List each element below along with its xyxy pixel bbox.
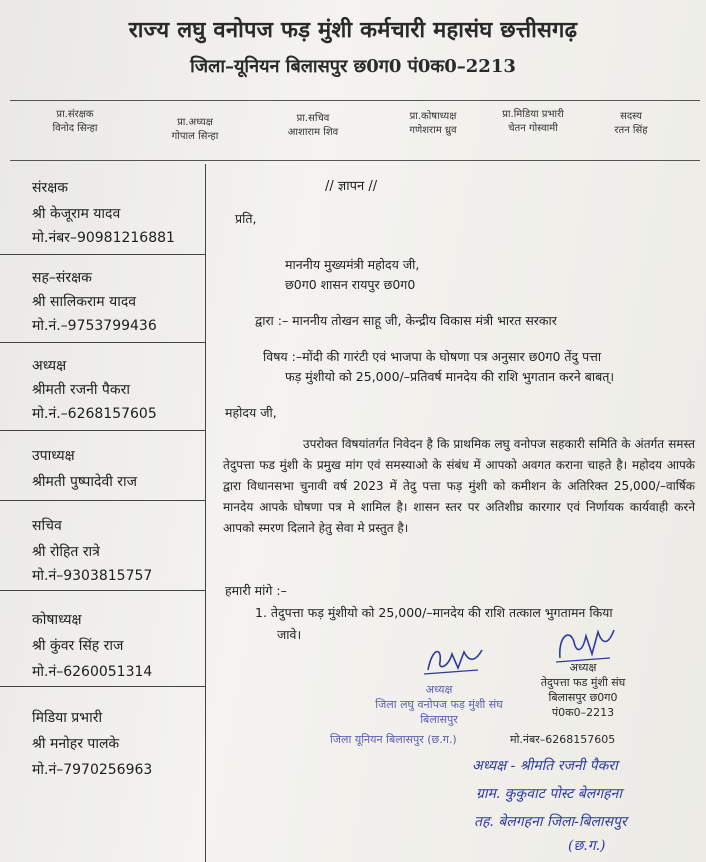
sidebar-block-treasurer: कोषाध्यक्ष श्री कुंवर सिंह राज मो.नं–6260051314 — [0, 590, 205, 687]
officer-6: सदस्य रतन सिंह — [614, 111, 648, 136]
right-title: अध्यक्ष — [569, 661, 597, 674]
handwritten-line-3: तह. बेलगहना जिला-बिलासपुर — [474, 814, 627, 830]
header-rule — [10, 100, 700, 101]
org-subtitle: जिला–यूनियन बिलासपुर छ0ग0 पं0क0–2213 — [190, 56, 516, 77]
officer-1: प्रा.संरक्षक विनोद सिन्हा — [52, 109, 98, 134]
sidebar-block-president: अध्यक्ष श्रीमती रजनी पैकरा मो.नं.–6268157605 — [0, 342, 205, 431]
founder-officers — [0, 108, 706, 158]
sidebar-block-vice-president: उपाध्यक्ष श्रीमती पुष्पादेवी राज — [0, 430, 205, 501]
left-signature-icon — [418, 640, 488, 680]
right-reg: पं0क0–2213 — [551, 706, 615, 719]
letterhead — [0, 14, 706, 78]
salutation: महोदय जी, — [225, 405, 277, 420]
left-stamp-title: अध्यक्ष — [425, 683, 453, 696]
right-city: बिलासपुर छ0ग0 — [548, 691, 618, 704]
body-paragraph: उपरोक्त विषयांतर्गत निवेदन है कि प्राथमिक लघु वनोपज सहकारी समिति के अंतर्गत समस्त तेदुपत्ता फड मुंशी के प्रमुख मांग एवं समस्याओ के संबंध में आपको अवगत कराना चाहते है। महोदय आपके द्वारा विधानसभा चुनावी वर्ष 2023 में तेदु पत्ता फड़ मुंशी को कमीशन के अतिरिक्त 25,000/–वार्षिक मानदेय आपके घोषणा पत्र मे शामिल है। शासन स्तर पर अतिशीघ्र कारगार एवं निर्णायक कार्यवाही करने आपको स्मरण दिलाने हेतु सेवा मे प्रस्तुत है। — [223, 437, 695, 535]
subject-line-1: विषय :–मोंदी की गारंटी एवं भाजपा के घोषणा पत्र अनुसार छ0ग0 तेंदु पत्ता — [263, 349, 602, 364]
memo-heading: // ज्ञापन // — [325, 179, 378, 194]
handwritten-line-4: (छ.ग.) — [568, 838, 606, 854]
officers-rule — [10, 160, 700, 161]
demands-heading: हमारी मांगे :– — [225, 583, 287, 598]
office-bearers-sidebar — [0, 164, 206, 862]
addressee-line-1: माननीय मुख्यमंत्री महोदय जी, — [285, 257, 420, 272]
right-sign-block — [498, 660, 668, 720]
left-union: जिला यूनियन बिलासपुर (छ.ग.) — [330, 733, 457, 746]
demand-1-cont: जावे। — [277, 627, 302, 642]
sidebar-block-secretary: सचिव श्री रोहित रात्रे मो.नं–9303815757 — [0, 500, 205, 591]
right-org: तेदुपत्ता फड मुंशी संघ — [540, 676, 626, 689]
officer-2: प्रा.अध्यक्ष गोपाल सिन्हा — [171, 117, 219, 142]
to-line: प्रति, — [235, 211, 257, 226]
org-title: राज्य लघु वनोपज फड़ मुंशी कर्मचारी महासंघ छत्तीसगढ़ — [128, 17, 578, 43]
via-line: द्वारा :– माननीय तोखन साहू जी, केन्द्रीय विकास मंत्री भारत सरकार — [255, 313, 557, 328]
sidebar-block-patron: संरक्षक श्री केजूराम यादव मो.नंबर–90981216881 — [0, 164, 205, 255]
handwritten-line-1: अध्यक्ष - श्रीमति रजनी पैकरा — [472, 758, 618, 774]
officer-5: प्रा.मिडिया प्रभारी चेतन गोस्वामी — [502, 109, 564, 134]
sidebar-block-co-patron: सह–संरक्षक श्री सालिकराम यादव मो.नं.–9753799436 — [0, 254, 205, 343]
officer-4: प्रा.कोषाध्यक्ष गणेशराम ध्रुव — [409, 111, 457, 136]
officer-3: प्रा.सचिव आशाराम शिव — [287, 113, 339, 138]
left-phone: मो.नंबर–6268157605 — [510, 733, 616, 746]
left-stamp-city: बिलासपुर — [420, 713, 458, 726]
sidebar-block-media: मिडिया प्रभारी श्री मनोहर पालके मो.नं–7970256963 — [32, 710, 153, 778]
demand-1: 1. तेदुपत्ता फड़ मुंशीयो को 25,000/–मानदेय की राशि तत्काल भुगतामन किया — [255, 605, 613, 620]
handwritten-line-2: ग्राम. कुकुवाट पोस्ट बेलगहना — [476, 786, 622, 802]
left-stamp-org: जिला लघु वनोपज फड़ मुंशी संघ — [375, 698, 503, 711]
subject-line-2: फड़ मुंशीयो को 25,000/–प्रतिवर्ष मानदेय की राशि भुगतान करने बाबत्। — [285, 369, 615, 384]
addressee-line-2: छ0ग0 शासन रायपुर छ0ग0 — [285, 277, 416, 292]
